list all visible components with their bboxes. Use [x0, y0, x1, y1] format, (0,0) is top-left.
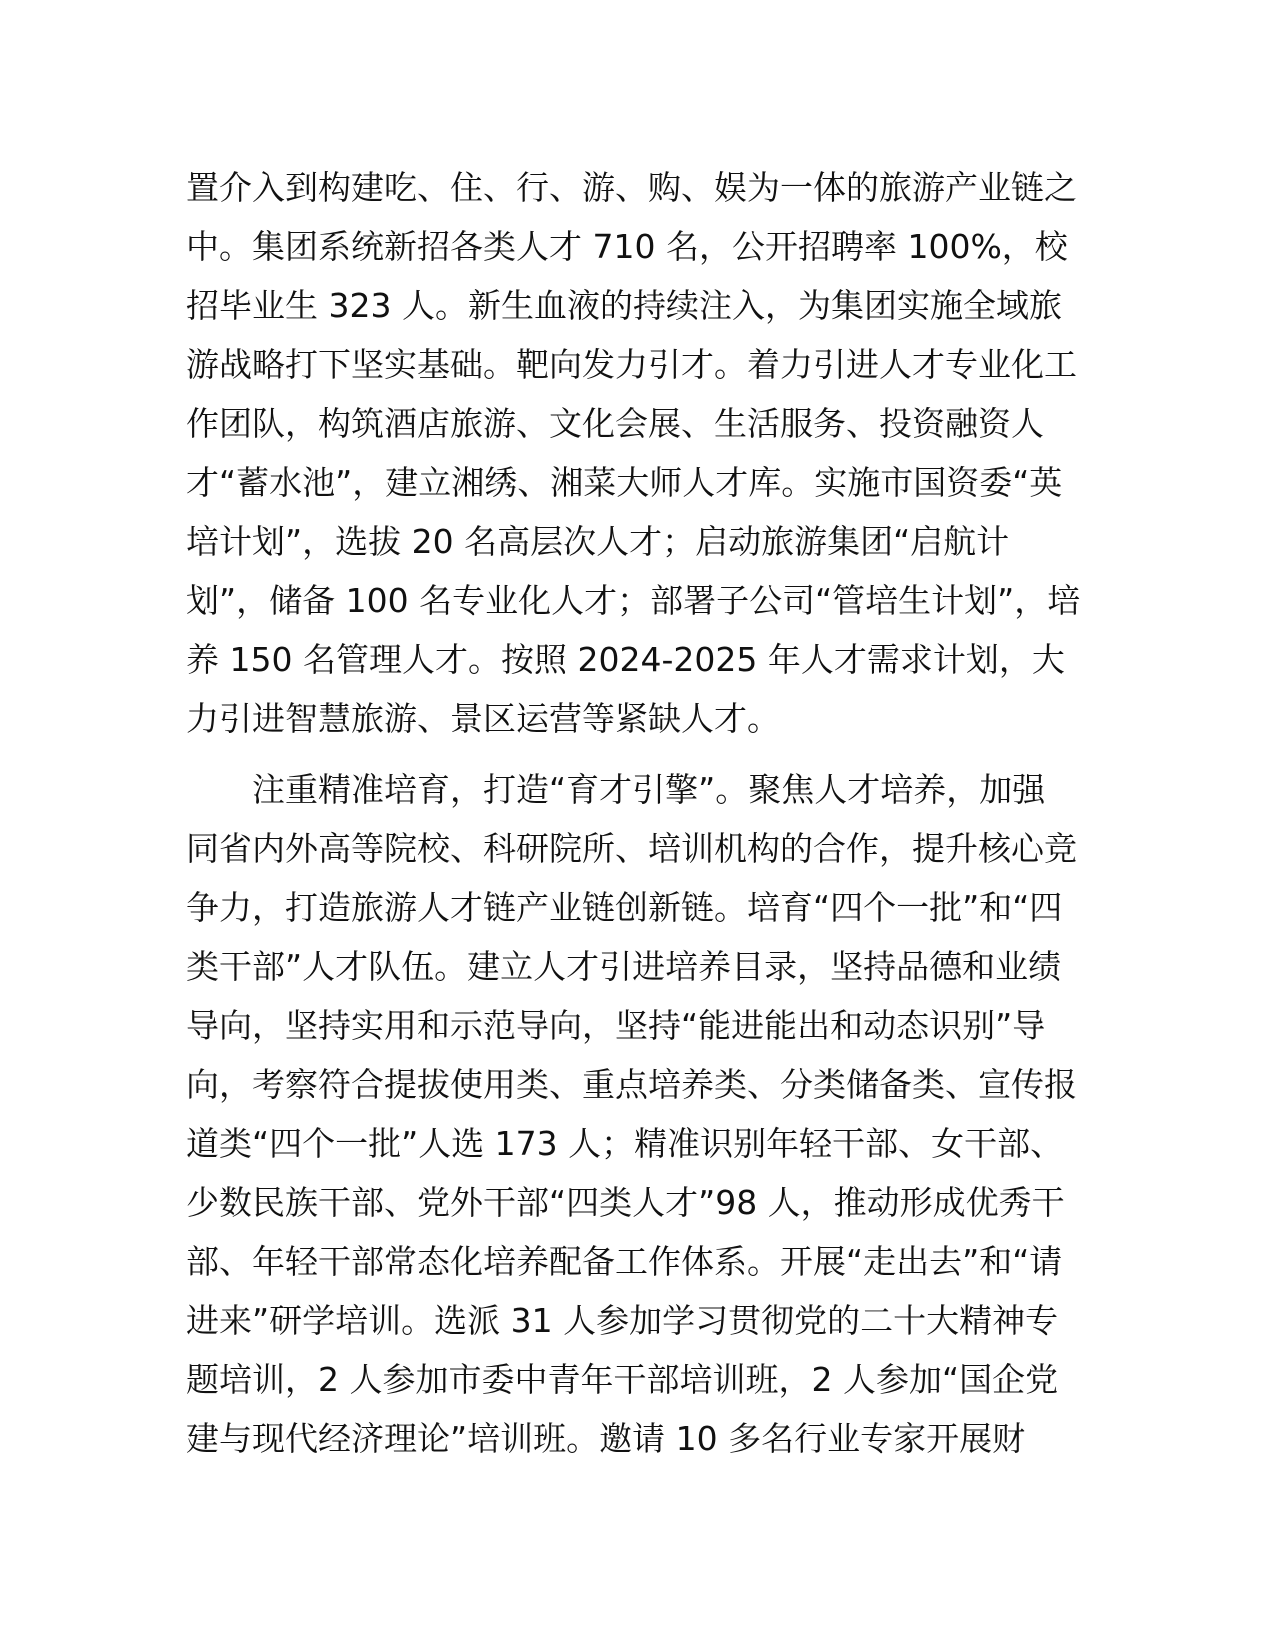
text-line: 题培训，2 人参加市委中青年干部培训班，2 人参加“国企党 — [186, 1360, 1059, 1399]
text-line: 培计划”，选拔 20 名高层次人才；启动旅游集团“启航计 — [186, 522, 1010, 561]
text-line: 划”，储备 100 名专业化人才；部署子公司“管培生计划”，培 — [186, 581, 1081, 620]
paragraph-talent-recruitment — [186, 158, 1090, 748]
text-line: 类干部”人才队伍。建立人才引进培养目录，坚持品德和业绩 — [186, 947, 1062, 986]
text-line: 建与现代经济理论”培训班。邀请 10 多名行业专家开展财 — [186, 1419, 1026, 1458]
text-line: 置介入到构建吃、住、行、游、购、娱为一体的旅游产业链之 — [186, 168, 1077, 207]
text-line: 游战略打下坚实基础。靶向发力引才。着力引进人才专业化工 — [186, 345, 1077, 384]
text-line: 力引进智慧旅游、景区运营等紧缺人才。 — [186, 699, 780, 738]
text-line: 招毕业生 323 人。新生血液的持续注入，为集团实施全域旅 — [186, 286, 1062, 325]
text-line: 同省内外高等院校、科研院所、培训机构的合作，提升核心竞 — [186, 829, 1077, 868]
text-line: 中。集团系统新招各类人才 710 名，公开招聘率 100%，校 — [186, 227, 1068, 266]
text-line: 部、年轻干部常态化培养配备工作体系。开展“走出去”和“请 — [186, 1242, 1063, 1281]
text-line: 注重精准培育，打造“育才引擎”。聚焦人才培养，加强 — [252, 770, 1046, 809]
text-line: 作团队，构筑酒店旅游、文化会展、生活服务、投资融资人 — [186, 404, 1044, 443]
document-body — [186, 158, 1090, 1468]
text-line: 养 150 名管理人才。按照 2024-2025 年人才需求计划，大 — [186, 640, 1065, 679]
text-line: 少数民族干部、党外干部“四类人才”98 人，推动形成优秀干 — [186, 1183, 1065, 1222]
paragraph-talent-cultivation — [186, 760, 1090, 1468]
text-line: 才“蓄水池”，建立湘绣、湘菜大师人才库。实施市国资委“英 — [186, 463, 1063, 502]
text-line: 进来”研学培训。选派 31 人参加学习贯彻党的二十大精神专 — [186, 1301, 1059, 1340]
text-line: 向，考察符合提拔使用类、重点培养类、分类储备类、宣传报 — [186, 1065, 1077, 1104]
text-line: 道类“四个一批”人选 173 人；精准识别年轻干部、女干部、 — [186, 1124, 1064, 1163]
text-line: 导向，坚持实用和示范导向，坚持“能进能出和动态识别”导 — [186, 1006, 1046, 1045]
text-line: 争力，打造旅游人才链产业链创新链。培育“四个一批”和“四 — [186, 888, 1063, 927]
